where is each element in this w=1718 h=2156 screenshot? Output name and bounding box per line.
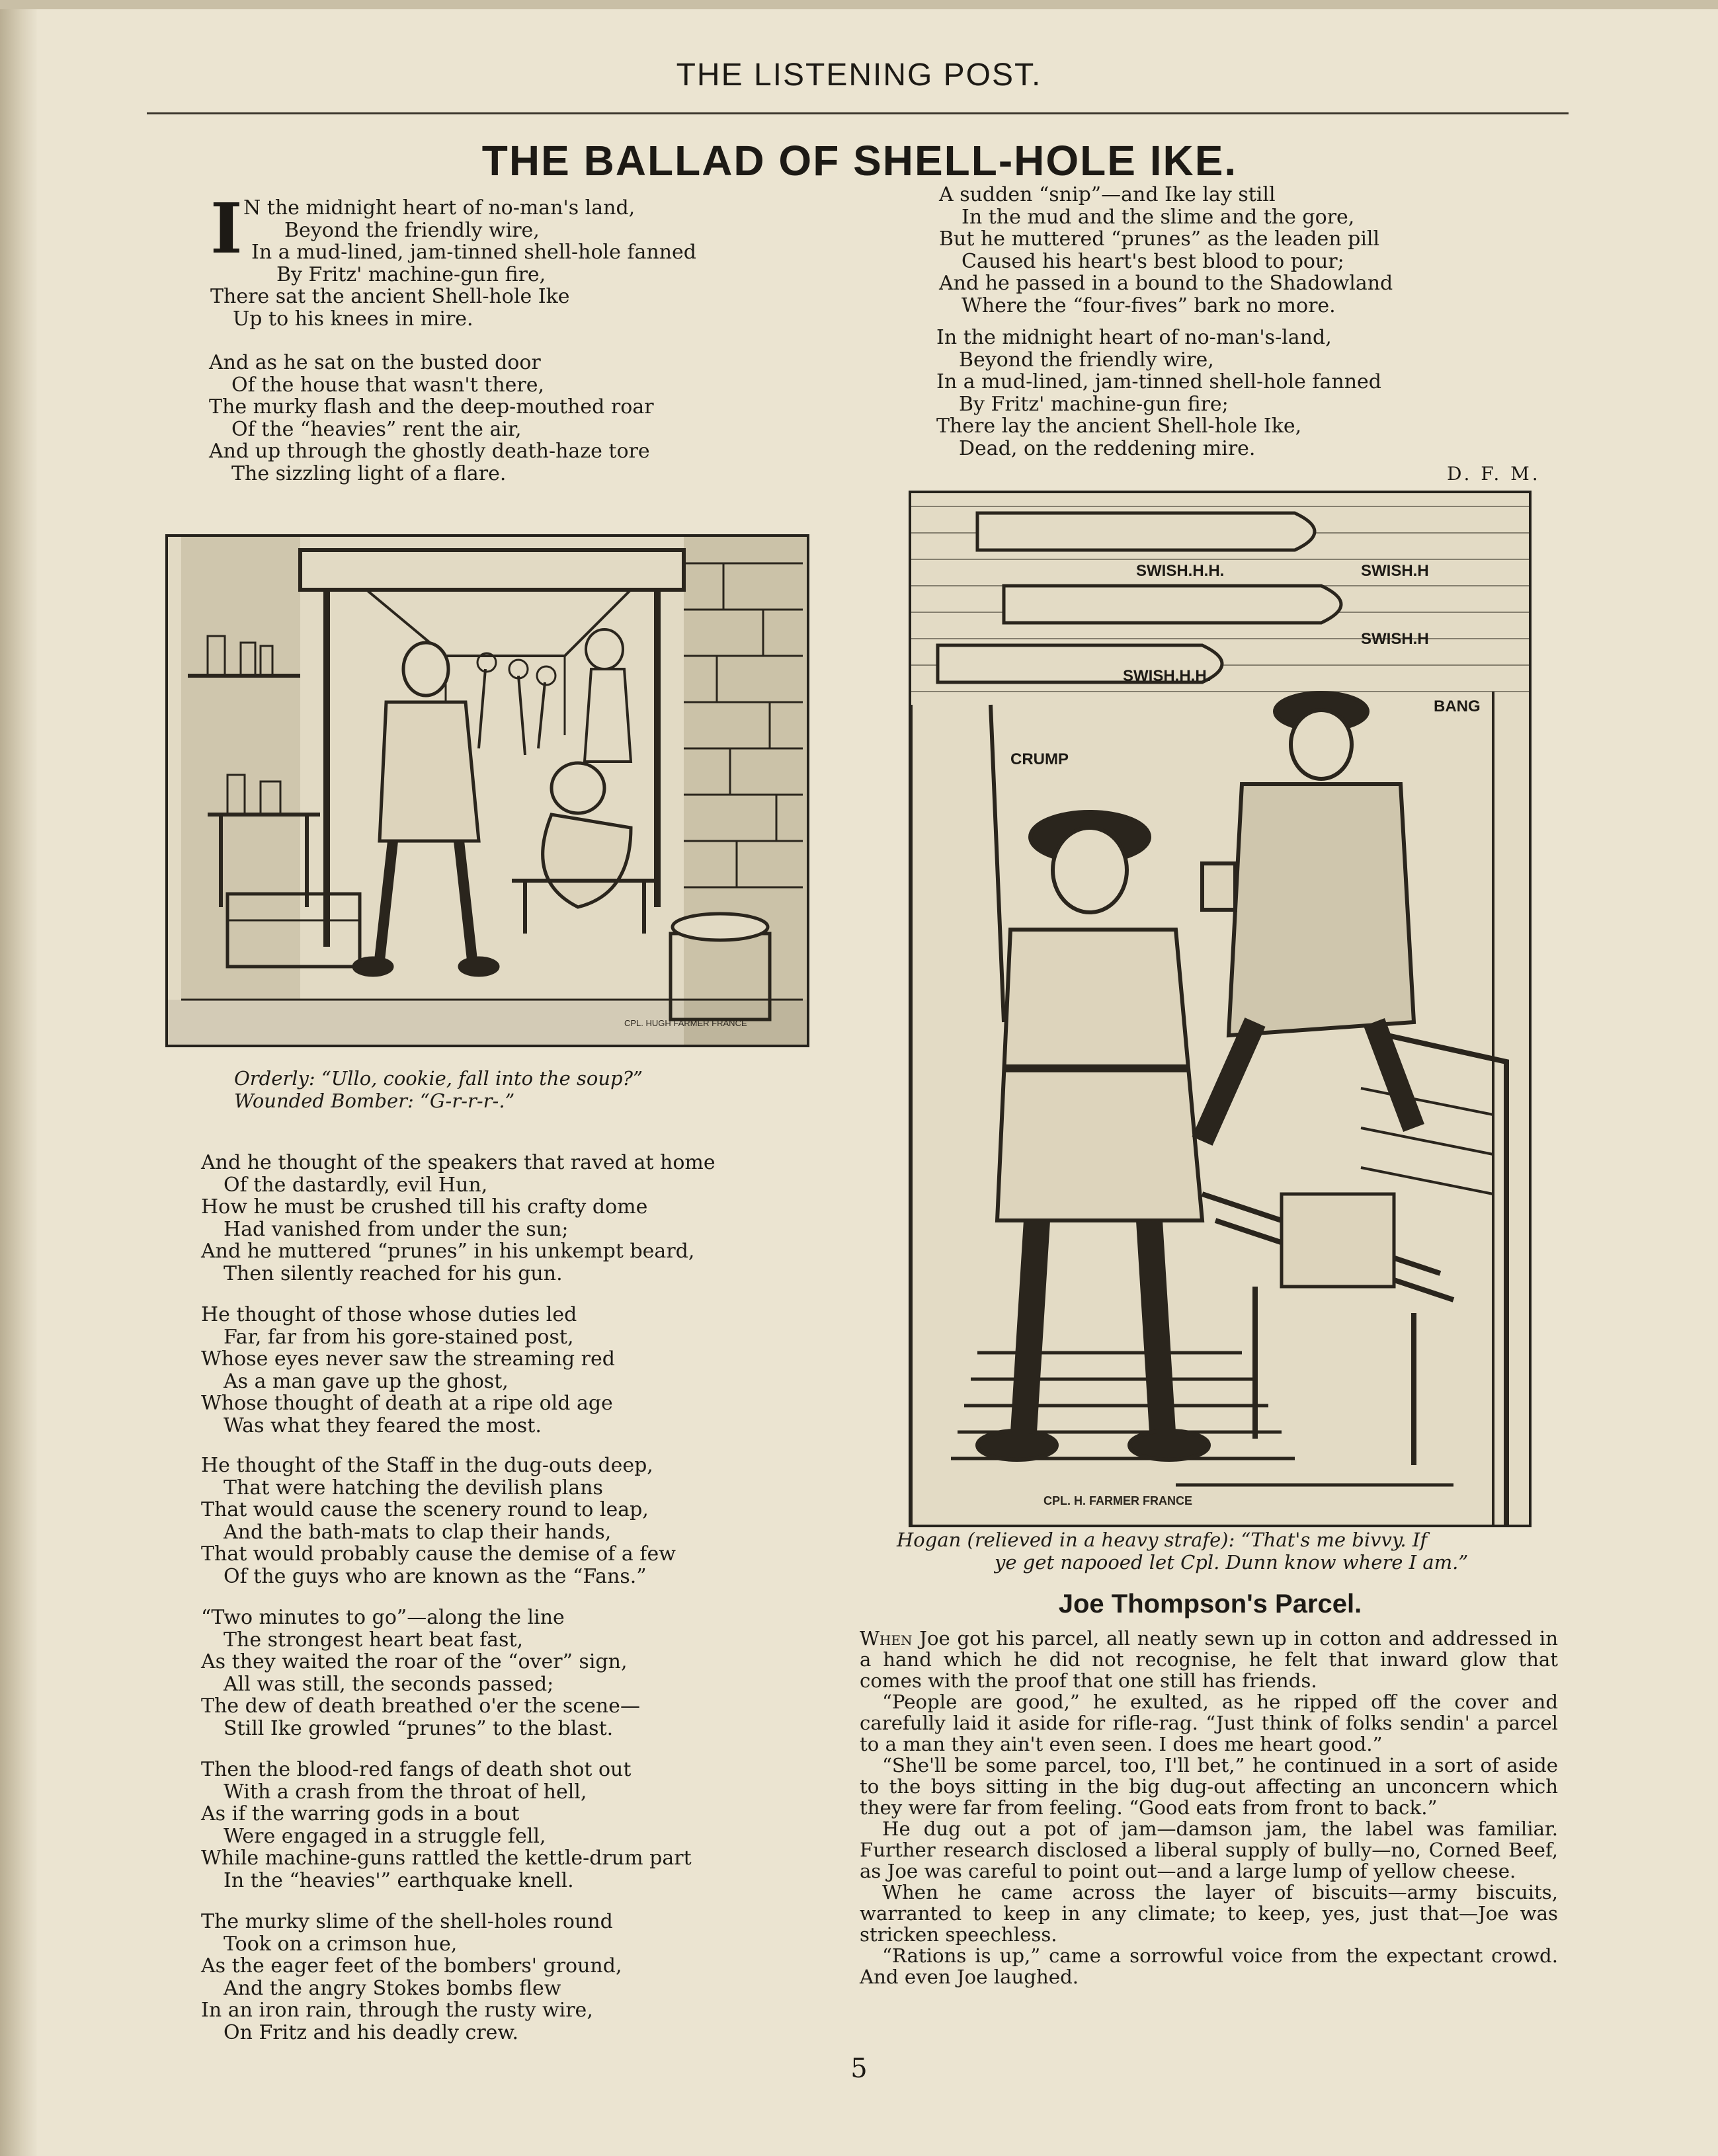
verse-line: Had vanished from under the sun; [224,1217,569,1241]
stanza-1-continued [210,286,570,330]
story-paragraph: He dug out a pot of jam—damson jam, the label was familiar. Further research disclosed a liberal supply of bully—no, Corned Beef, as Joe was careful to point out—and a large lump of yellow cheese. [860,1817,1558,1882]
verse-line: In the “heavies'” earthquake knell. [224,1868,574,1892]
story-body [860,1628,1558,1987]
verse-line: In the mud and the slime and the gore, [961,205,1355,229]
verse-line: The murky slime of the shell-holes round [201,1910,613,1933]
illustration-2-artist-signature: CPL. H. FARMER FRANCE [1043,1494,1192,1507]
verse-line: Of the dastardly, evil Hun, [224,1173,488,1197]
verse-line: By Fritz' machine-gun fire; [959,392,1229,416]
story-title: Joe Thompson's Parcel. [1058,1589,1362,1618]
stanza-5 [201,1455,676,1587]
verse-line: While machine-guns rattled the kettle-drum part [201,1847,692,1870]
verse-line: In a mud-lined, jam-tinned shell-hole fanned [936,370,1381,393]
illustration-2-caption [897,1529,1558,1574]
stanza-4 [201,1304,615,1437]
verse-line: As a man gave up the ghost, [224,1369,509,1393]
verse-line: Where the “four-fives” bark no more. [961,294,1336,317]
verse-line: He thought of those whose duties led [201,1303,577,1326]
story-paragraph: When he came across the layer of biscuits—army biscuits, warranted to keep in any climate; to keep, yes, just that—Joe was stricken speechless. [860,1881,1558,1946]
verse-line: Caused his heart's best blood to pour; [961,249,1344,273]
story-paragraph: “Rations is up,” came a sorrowful voice from the expectant crowd. And even Joe laughed. [860,1944,1558,1988]
verse-line: Took on a crimson hue, [224,1932,458,1956]
verse-line: “Two minutes to go”—along the line [201,1606,565,1629]
trench-drawing [911,493,1529,1525]
illustration-trench [909,491,1532,1527]
verse-line: By Fritz' machine-gun fire, [276,262,546,286]
caption-line: ye get napooed let Cpl. Dunn know where I am.” [995,1551,1469,1574]
caption-line: Wounded Bomber: “G-r-r-r-.” [234,1090,515,1112]
story-paragraph: “She'll be some parcel, too, I'll bet,” he continued in a sort of aside to the boys sitting in the big dug-out affecting an unconcern which they were far from feeling. “Good eats from front to back.” [860,1754,1558,1819]
header-rule [147,112,1569,114]
verse-line: Whose thought of death at a ripe old age [201,1392,613,1415]
page-number: 5 [850,2054,868,2084]
sfx-swish-1: SWISH.H.H. [1136,562,1225,580]
verse-line: How he must be crushed till his crafty dome [201,1195,648,1218]
verse-line: Up to his knees in mire. [233,307,473,331]
stanza-8 [201,1911,622,2044]
verse-line: In a mud-lined, jam-tinned shell-hole fanned [251,241,696,264]
verse-line: On Fritz and his deadly crew. [224,2020,519,2044]
verse-line: The sizzling light of a flare. [231,461,507,485]
verse-line: In an iron rain, through the rusty wire, [201,1999,593,2022]
verse-line: N the midnight heart of no-man's land, [243,196,635,220]
caption-line: Hogan (relieved in a heavy strafe): “That's me bivvy. If [897,1529,1428,1551]
drop-cap: I [210,188,243,269]
verse-line: Dead, on the reddening mire. [959,436,1256,460]
story-paragraph [860,1628,1558,1691]
verse-line: The dew of death breathed o'er the scene— [201,1695,640,1718]
verse-line: And as he sat on the busted door [209,351,541,374]
sfx-crump: CRUMP [1010,750,1069,768]
stanza-6 [201,1607,640,1739]
sfx-swish-2: SWISH.H [1361,562,1429,580]
verse-line: And the bath-mats to clap their hands, [224,1520,612,1544]
verse-line: And he passed in a bound to the Shadowland [939,272,1393,295]
story-lead-word: When [860,1627,913,1650]
verse-line: That were hatching the devilish plans [224,1476,603,1499]
caption-line: Orderly: “Ullo, cookie, fall into the soup?” [234,1067,643,1090]
story-paragraph: “People are good,” he exulted, as he ripped off the cover and carefully laid it aside for rifle-rag. “Just think of folks sendin' a parcel to a man they ain't even seen. I does me heart good.” [860,1691,1558,1755]
verse-line: Were engaged in a struggle fell, [224,1824,546,1848]
stanza-7 [201,1759,692,1892]
verse-line: Then the blood-red fangs of death shot out [201,1758,632,1781]
verse-line: The murky flash and the deep-mouthed roar [209,395,654,419]
verse-line: Still Ike growled “prunes” to the blast. [224,1716,614,1740]
dressing-station-drawing [168,537,807,1045]
verse-line: Far, far from his gore-stained post, [224,1325,574,1349]
verse-line: Was what they feared the most. [224,1414,542,1437]
verse-line: With a crash from the throat of hell, [224,1780,587,1804]
verse-line: There lay the ancient Shell-hole Ike, [936,415,1302,438]
verse-line: That would cause the scenery round to leap, [201,1498,649,1521]
stanza-3 [201,1152,716,1285]
verse-line: As the eager feet of the bombers' ground, [201,1954,622,1977]
verse-line: Beyond the friendly wire, [959,348,1214,372]
story-text: Joe got his parcel, all neatly sewn up in cotton and addressed in a hand which he did not recognise, he felt that inward glow that comes with the proof that one still has friends. [860,1627,1558,1692]
verse-line: In the midnight heart of no-man's-land, [936,326,1332,349]
verse-line: Then silently reached for his gun. [224,1261,563,1285]
ballad-title: THE BALLAD OF SHELL-HOLE IKE. [481,137,1238,184]
page-gutter [0,0,37,2156]
verse-line: As if the warring gods in a bout [201,1802,520,1825]
illustration-dressing-station [165,534,809,1047]
verse-line: Of the guys who are known as the “Fans.” [224,1564,647,1588]
sfx-bang: BANG [1434,698,1481,715]
sfx-swish-4: SWISH.H.H. [1123,667,1211,685]
verse-line: Of the “heavies” rent the air, [231,417,522,441]
verse-line: A sudden “snip”—and Ike lay still [939,183,1276,206]
page-top-edge [0,0,1718,9]
verse-line: That would probably cause the demise of a few [201,1542,676,1566]
verse-line: The strongest heart beat fast, [224,1628,524,1652]
verse-line: And up through the ghostly death-haze tore [209,440,650,463]
verse-line: As they waited the roar of the “over” sign, [201,1650,628,1673]
verse-line: All was still, the seconds passed; [224,1672,554,1696]
verse-line: He thought of the Staff in the dug-outs deep, [201,1454,653,1477]
verse-line: Of the house that wasn't there, [231,373,545,397]
verse-line: There sat the ancient Shell-hole Ike [210,285,570,308]
running-head: THE LISTENING POST. [676,58,1042,93]
verse-line: But he muttered “prunes” as the leaden pill [939,227,1380,251]
stanza-10 [936,327,1381,459]
verse-line: Beyond the friendly wire, [284,218,540,242]
illustration-1-artist-signature: CPL. HUGH FARMER FRANCE [624,1018,747,1028]
verse-line: Whose eyes never saw the streaming red [201,1347,615,1371]
verse-line: And the angry Stokes bombs flew [224,1976,561,2000]
author-signature: D. F. M. [1447,463,1541,485]
verse-line: And he muttered “prunes” in his unkempt beard, [201,1240,695,1263]
verse-line: And he thought of the speakers that raved at home [201,1151,716,1174]
stanza-2 [209,352,654,485]
illustration-1-caption [234,1067,643,1112]
stanza-1 [243,197,696,286]
sfx-swish-3: SWISH.H [1361,630,1429,648]
stanza-9 [939,184,1393,317]
